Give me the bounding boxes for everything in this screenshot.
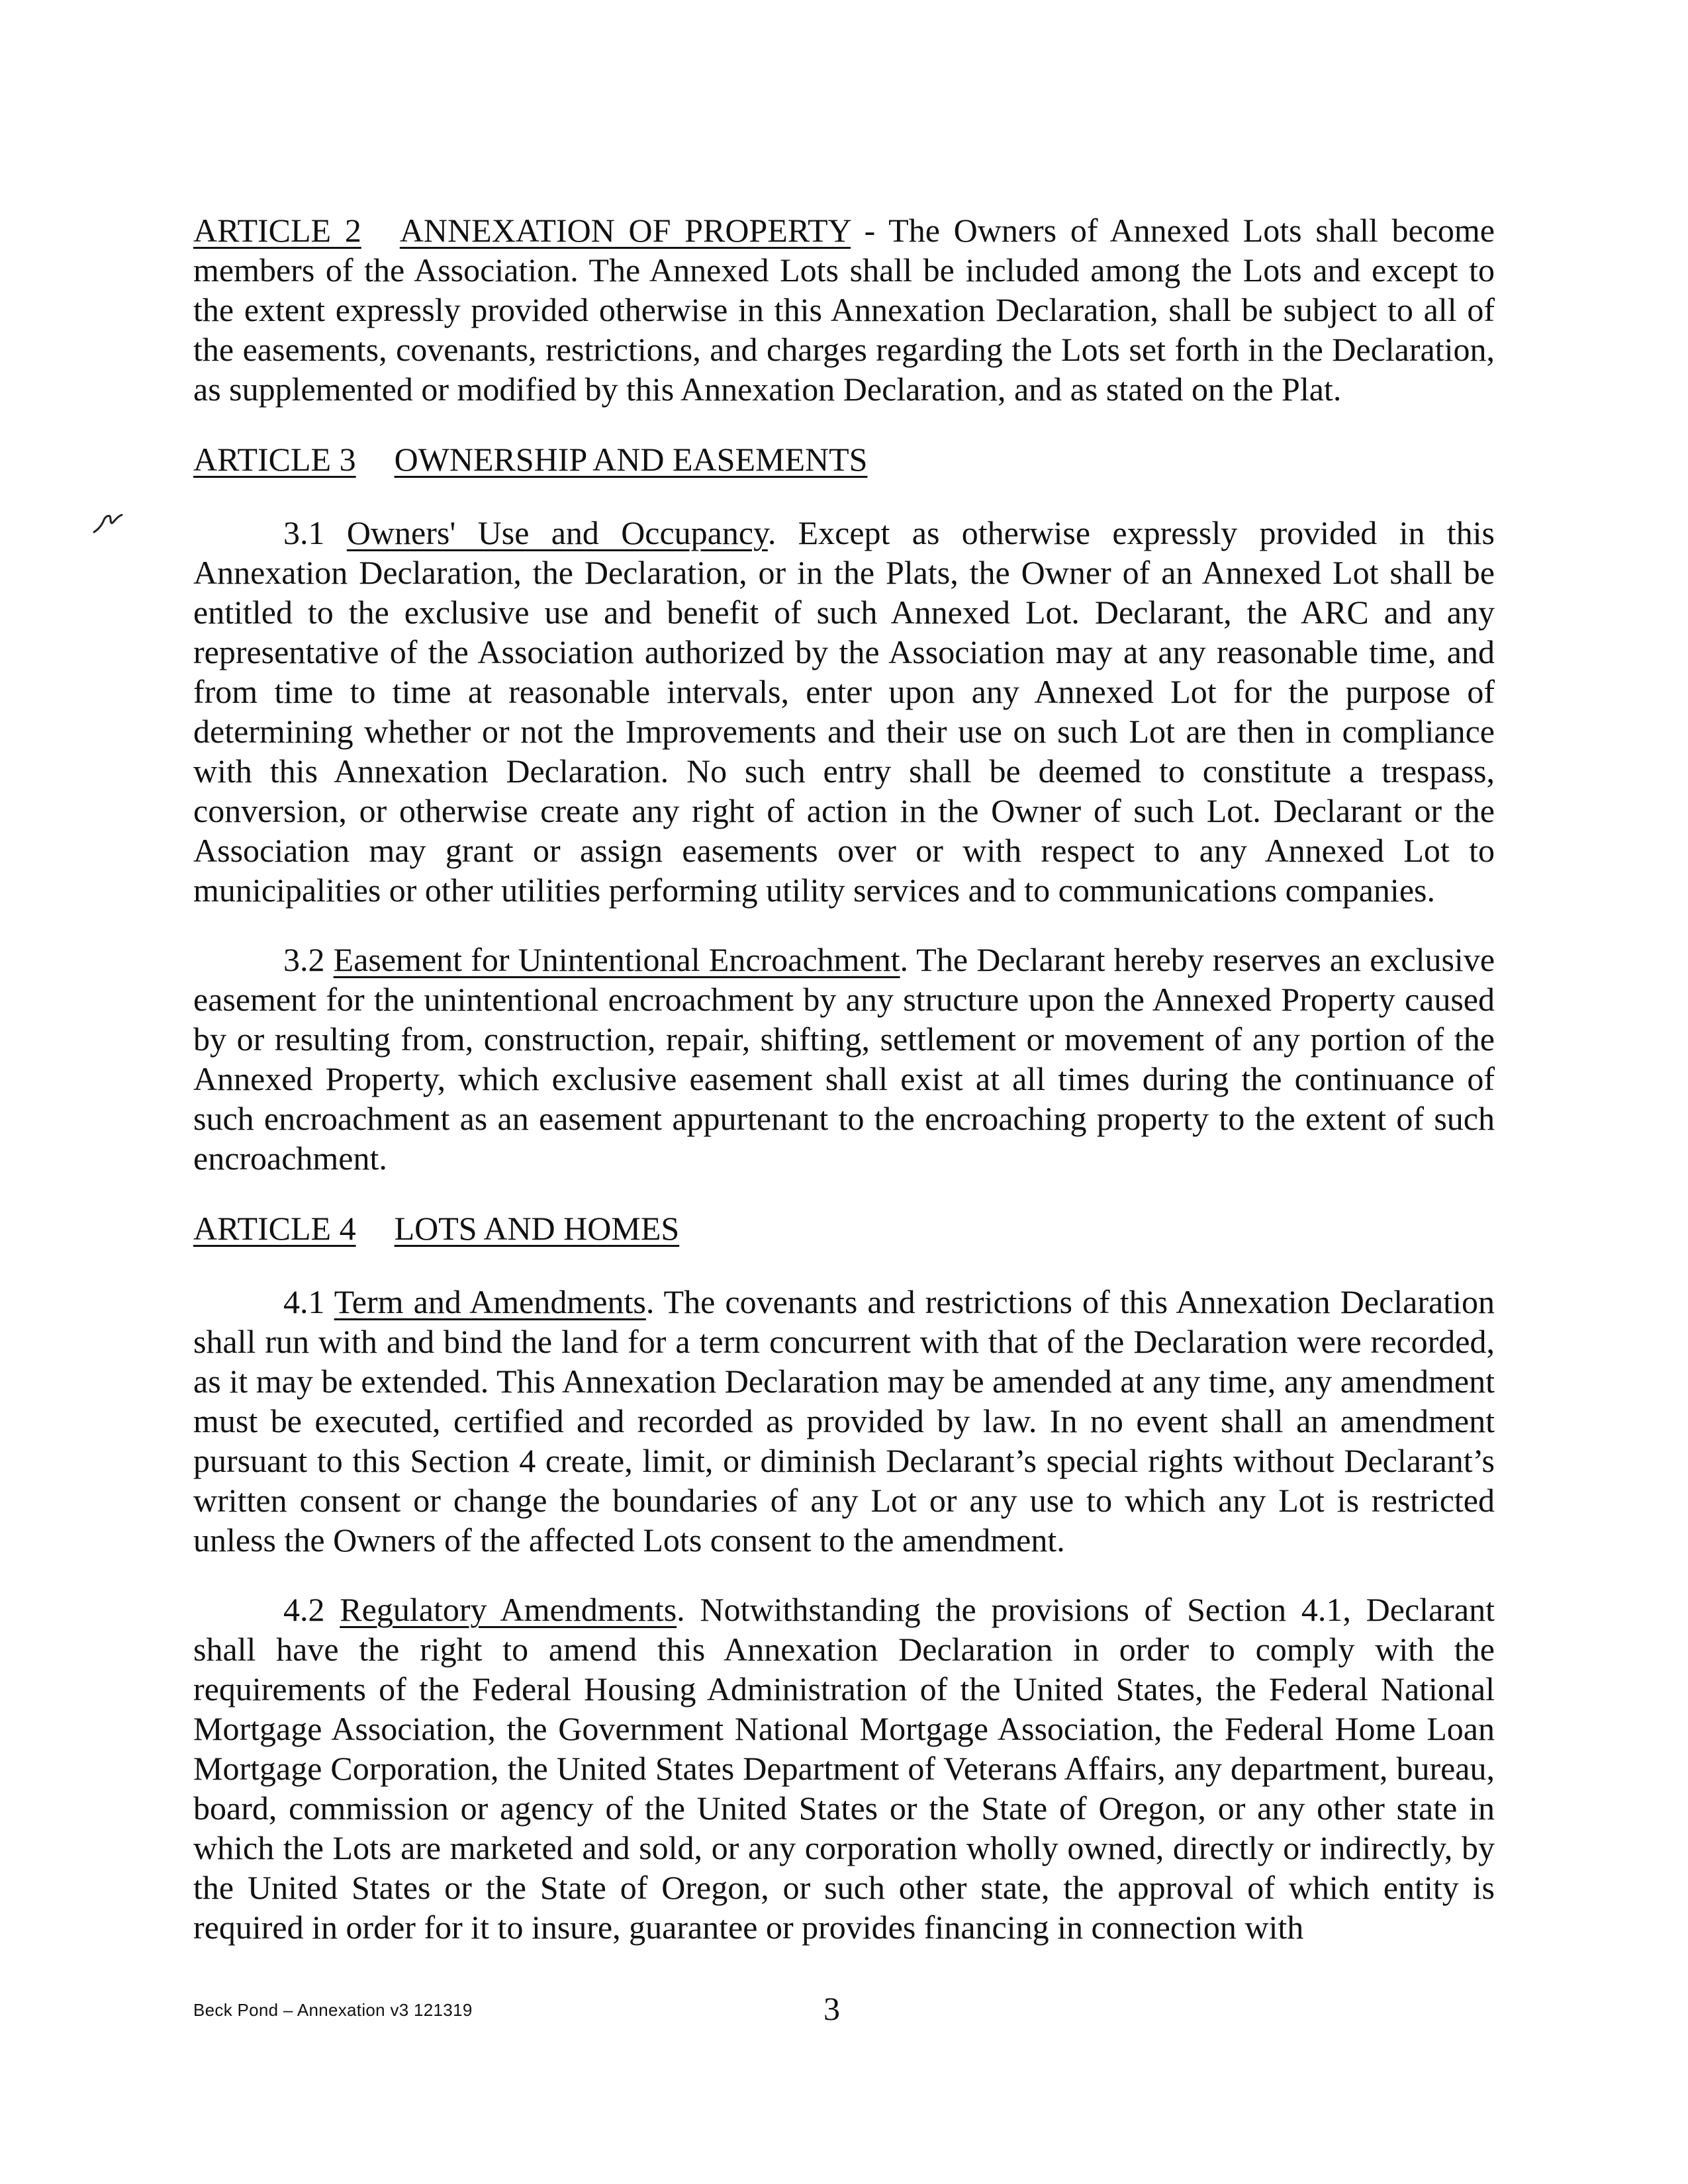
section-4-1-body: . The covenants and restrictions of this Annexation Declaration shall run with and bind the land for a term concurrent with that of the Declaration were recorded, as it may be extended. This Annexation Declaration may be amended at any time, any amendment must be executed, certified and recorded as provided by law. In no event shall an amendment pursuant to this Section 4 create, limit, or diminish Declarant’s special rights without Declarant’s written consent or change the boundaries of any Lot or any use to which any Lot is restricted unless the Owners of the affected Lots consent to the amendment. xyxy=(193,1283,1495,1559)
article-2-label: ARTICLE 2 xyxy=(193,212,361,249)
article-4-label: ARTICLE 4 xyxy=(193,1210,356,1247)
section-4-2-body: . Notwithstanding the provisions of Section 4.1, Declarant shall have the right to amend this Annexation Declaration in order to comply with the requirements of the Federal Housing Administration of the United States, the Federal National Mortgage Association, the Government National Mortgage Association, the Federal Home Loan Mortgage Corporation, the United States Department of Veterans Affairs, any department, bureau, board, commission or agency of the United States or the State of Oregon, or any other state in which the Lots are marketed and sold, or any corporation wholly owned, directly or indirectly, by the United States or the State of Oregon, or such other state, the approval of which entity is required in order for it to insure, guarantee or provides financing in connection with xyxy=(193,1591,1495,1946)
article-3-heading xyxy=(193,439,867,479)
section-4-2-title: Regulatory Amendments xyxy=(340,1591,677,1628)
article-2-body: - The Owners of Annexed Lots shall become members of the Association. The Annexed Lots shall be included among the Lots and except to the extent expressly provided otherwise in this Annexation Declaration, shall be subject to all of the easements, covenants, restrictions, and charges regarding the Lots set forth in the Declaration, as supplemented or modified by this Annexation Declaration, and as stated on the Plat. xyxy=(193,212,1495,408)
footer-document-reference: Beck Pond – Annexation v3 121319 xyxy=(193,2000,473,2020)
section-3-1-paragraph xyxy=(193,513,1495,910)
article-3-label: ARTICLE 3 xyxy=(193,441,356,478)
section-4-2-number: 4.2 xyxy=(283,1591,340,1628)
article-2-paragraph xyxy=(193,210,1495,409)
page-number: 3 xyxy=(823,1990,840,2027)
section-3-1-body: . Except as otherwise expressly provided in this Annexation Declaration, the Declaration, or in the Plats, the Owner of an Annexed Lot shall be entitled to the exclusive use and benefit of such Annexed Lot. Declarant, the ARC and any representative of the Association authorized by the Association may at any reasonable time, and from time to time at reasonable intervals, enter upon any Annexed Lot for the purpose of determining whether or not the Improvements and their use on such Lot are then in compliance with this Annexation Declaration. No such entry shall be deemed to constitute a trespass, conversion, or otherwise create any right of action in the Owner of such Lot. Declarant or the Association may grant or assign easements over or with respect to any Annexed Lot to municipalities or other utilities performing utility services and to communications companies. xyxy=(193,514,1495,909)
section-3-1-number: 3.1 xyxy=(283,514,347,551)
section-4-1-title: Term and Amendments xyxy=(334,1283,646,1320)
section-4-1-number: 4.1 xyxy=(283,1283,334,1320)
article-4-title: LOTS AND HOMES xyxy=(394,1210,680,1247)
section-3-1-title: Owners' Use and Occupancy xyxy=(346,514,768,551)
article-4-heading xyxy=(193,1208,679,1248)
article-2-title: ANNEXATION OF PROPERTY xyxy=(399,212,851,249)
article-3-title: OWNERSHIP AND EASEMENTS xyxy=(394,441,868,478)
section-3-2-number: 3.2 xyxy=(283,941,334,978)
section-3-2-paragraph xyxy=(193,940,1495,1178)
margin-mark-icon xyxy=(91,510,126,536)
section-3-2-body: . The Declarant hereby reserves an exclusive easement for the unintentional encroachment by any structure upon the Annexed Property caused by or resulting from, construction, repair, shifting, settlement or movement of any portion of the Annexed Property, which exclusive easement shall exist at all times during the continuance of such encroachment as an easement appurtenant to the encroaching property to the extent of such encroachment. xyxy=(193,941,1495,1177)
section-4-1-paragraph xyxy=(193,1282,1495,1560)
section-4-2-paragraph xyxy=(193,1590,1495,1947)
section-3-2-title: Easement for Unintentional Encroachment xyxy=(333,941,900,978)
